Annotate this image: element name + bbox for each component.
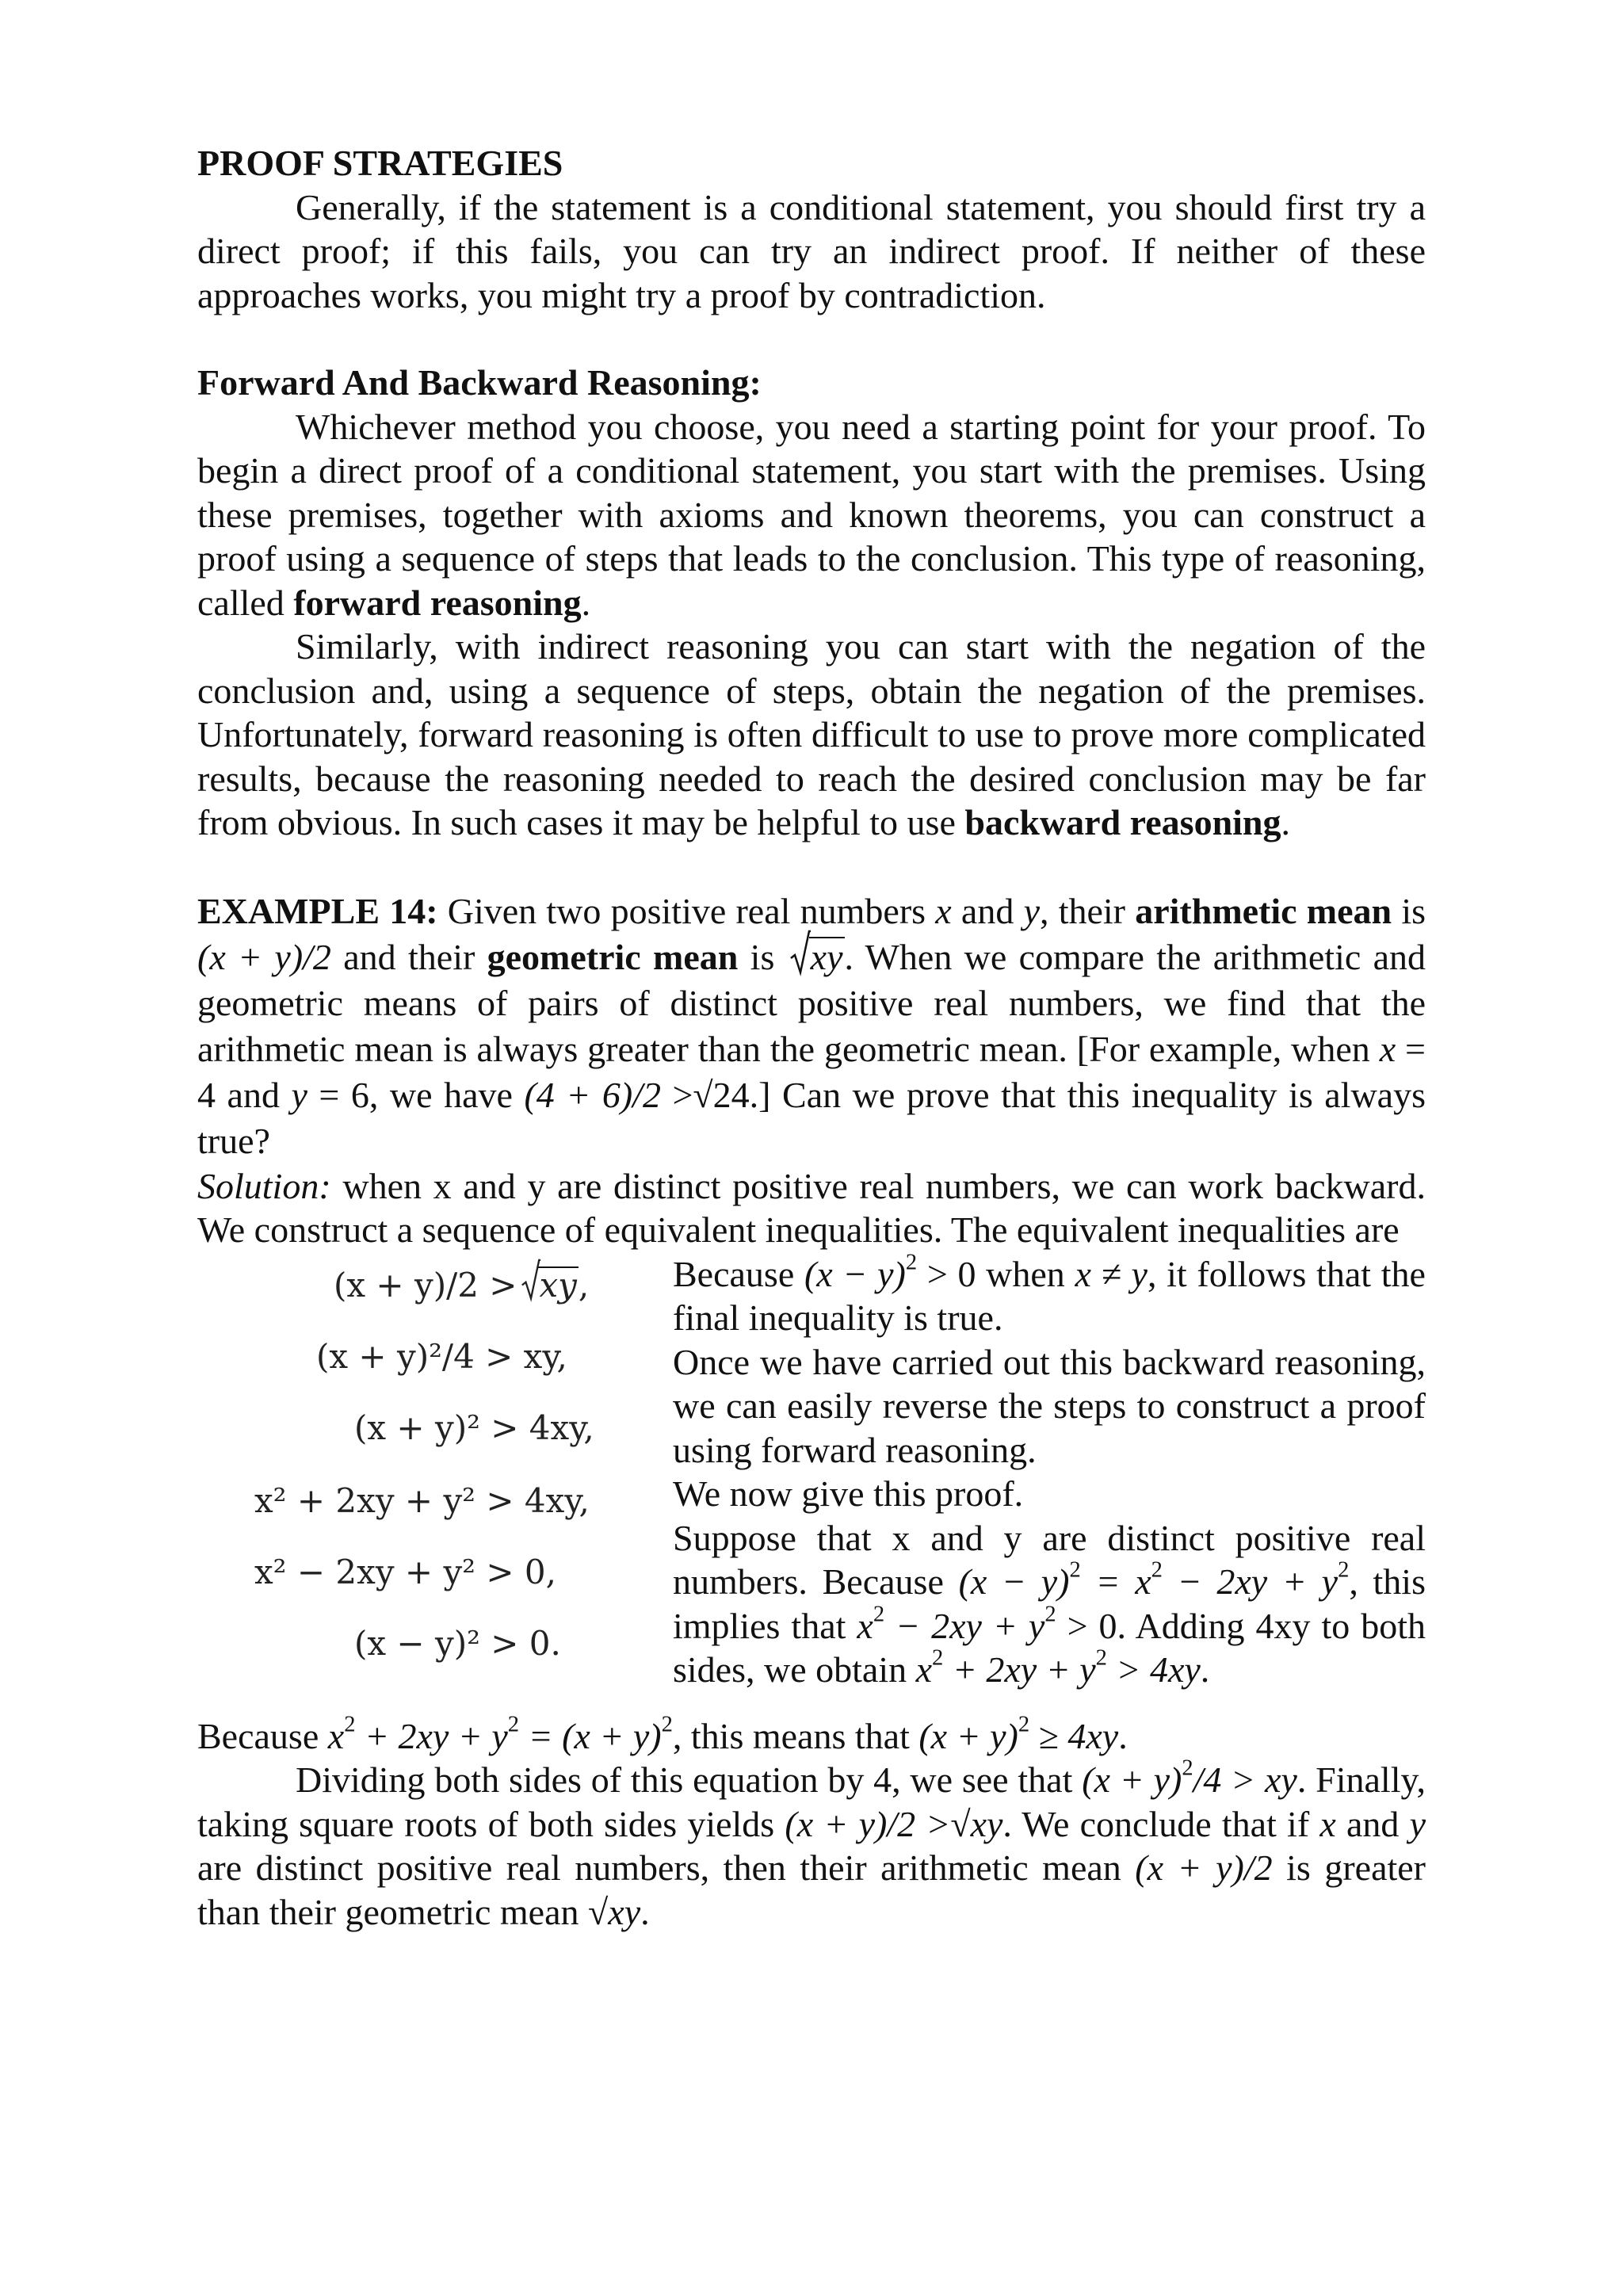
intro-paragraph: Generally, if the statement is a conditional statement, you should first try a direct proof; if this fails, you can try an indirect proof. If neither of these approaches works, you might try a proof by contradiction. xyxy=(197,186,1426,315)
sqrt-xy xyxy=(790,934,845,980)
subheading: Forward And Backward Reasoning: xyxy=(197,362,762,403)
text: > 0 when xyxy=(917,1253,1075,1294)
expression: (x + y) xyxy=(1082,1759,1182,1800)
expression: > 4xy xyxy=(1106,1649,1201,1690)
var-y: y xyxy=(1409,1803,1426,1844)
inequality-2: (x + y)²/4 > xy, xyxy=(316,1336,567,1376)
solution-paragraph xyxy=(197,1164,1426,1252)
inequality-text: (x + y)/2 > xyxy=(334,1265,517,1305)
bold-term-backward-reasoning: backward reasoning xyxy=(964,802,1281,842)
inequality-3: (x + y)² > 4xy, xyxy=(354,1408,594,1447)
text: , this implies that xyxy=(673,1561,1426,1646)
backward-reasoning-paragraph xyxy=(197,625,1426,845)
text: and xyxy=(1335,1803,1410,1844)
example-label: EXAMPLE 14: xyxy=(197,890,438,931)
text: . xyxy=(640,1891,650,1932)
example-text: and their xyxy=(330,936,487,977)
example-text: >√24.] Can we prove that this inequality is always true? xyxy=(197,1074,1426,1161)
punctuation: . xyxy=(1281,802,1291,842)
sqrt-xy xyxy=(521,1263,579,1308)
explanation-column xyxy=(673,1252,1426,1692)
example-text: is xyxy=(1392,890,1426,931)
conclusion-paragraph-1: Because $x^2 + 2xy + y^2 = (x + y)^2$, this means that $(x + y)^2 \ge 4xy$. xyxy=(197,1712,1128,1756)
inequality-6: (x − y)² > 0. xyxy=(354,1623,561,1663)
var-x: x xyxy=(1319,1803,1336,1844)
text: Because xyxy=(197,1715,328,1756)
equations-and-explanation xyxy=(197,1252,1426,1692)
expression: (x − y) xyxy=(804,1253,906,1294)
text: Dividing both sides of this equation by 4, we see that xyxy=(296,1759,1083,1800)
example-14-paragraph xyxy=(197,888,1426,1164)
explanation-paragraph: We now give this proof. xyxy=(673,1473,1024,1514)
conclusion-paragraph-2: Dividing both sides of this equation by 4, we see that $(x + y)^2/4$ > xy. Finally, taking square roots of both sides yields (x + y)/2 >√xy. We conclude that if x and y are distinct positive real numbers, then their arithmetic mean (x + y)/2 is greater than their geometric mean √xy. xyxy=(197,1755,1426,1932)
paragraph-text: Whichever method you choose, you need a starting point for your proof. To begin a direct proof of a conditional statement, you start with the premises. Using these premises, together with axioms and known theorems, you can construct a proof using a sequence of steps that leads to the conclusion. This type of reasoning, called xyxy=(197,406,1426,623)
solution-text: when x and y are distinct positive real numbers, we can work backward. We construct a sequence of equivalent inequalities. The equivalent inequalities are xyxy=(197,1165,1426,1250)
spacer xyxy=(197,845,1426,888)
example-text: , their xyxy=(1039,890,1136,931)
example-text: = 4 and xyxy=(197,1028,1426,1115)
spacer xyxy=(197,317,1426,361)
example-text: is xyxy=(738,936,787,977)
expression: (x + y)/2 >√xy xyxy=(785,1803,1003,1844)
expression: (x + y) xyxy=(918,1715,1018,1756)
expression: − 2xy + y xyxy=(1162,1561,1338,1602)
radicand: xy xyxy=(539,1265,577,1305)
expression: − 2xy + y xyxy=(884,1605,1045,1646)
expression: + 2xy + y xyxy=(943,1649,1096,1690)
text: is greater than their geometric mean xyxy=(197,1847,1426,1932)
expression: x xyxy=(327,1715,345,1756)
term-arithmetic-mean: arithmetic mean xyxy=(1135,890,1392,931)
inequality-1 xyxy=(334,1263,589,1308)
document-content xyxy=(197,141,1426,1934)
forward-reasoning-paragraph xyxy=(197,405,1426,625)
text: Suppose that x and y are distinct positive real numbers. Because xyxy=(673,1517,1426,1602)
text: > 0. Adding 4xy to both sides, we obtain xyxy=(673,1605,1426,1690)
expression: + 2xy + y xyxy=(355,1715,508,1756)
explanation-paragraph: Because $(x - y)^2 > 0$ when x ≠ y, it follows that the final inequality is true. xyxy=(673,1250,1426,1338)
var-x: x xyxy=(935,890,952,931)
example-text: and xyxy=(951,890,1024,931)
term-geometric-mean: geometric mean xyxy=(487,936,739,977)
example-expression: (4 + 6)/2 xyxy=(524,1074,661,1115)
paragraph-text: Similarly, with indirect reasoning you can start with the negation of the conclusion and, using a sequence of steps, obtain the negation of the premises. Unfortunately, forward reasoning is often difficult to use to prove more complicated results, because the reasoning needed to reach the desired conclusion may be far from obvious. In such cases it may be helpful to use xyxy=(197,626,1426,842)
inequality-4: x² + 2xy + y² > 4xy, xyxy=(254,1480,590,1520)
expression: /4 > xy xyxy=(1193,1759,1297,1800)
expression: x ≠ y xyxy=(1075,1253,1148,1294)
inequality-5: x² − 2xy + y² > 0, xyxy=(254,1552,556,1591)
explanation-paragraph: Once we have carried out this backward reasoning, we can easily reverse the steps to construct a proof using forward reasoning. xyxy=(673,1341,1426,1470)
text: , this means that xyxy=(672,1715,919,1756)
expression: ≥ 4xy xyxy=(1029,1715,1119,1756)
expression: x xyxy=(857,1605,873,1646)
spacer xyxy=(197,1692,1426,1714)
bold-term-forward-reasoning: forward reasoning xyxy=(293,582,582,623)
text: Because xyxy=(673,1253,804,1294)
expression: (x − y) xyxy=(958,1561,1070,1602)
var-y: y xyxy=(291,1074,307,1115)
text: , it follows that the final inequality is true. xyxy=(673,1253,1426,1338)
expression: (x + y)/2 xyxy=(1135,1847,1273,1888)
am-expression: (x + y)/2 xyxy=(197,936,331,977)
expression: = (x + y) xyxy=(519,1715,662,1756)
text: . xyxy=(1200,1649,1210,1690)
var-y: y xyxy=(1023,890,1040,931)
radical-sign-icon xyxy=(790,930,811,976)
text: are distinct positive real numbers, then their arithmetic mean xyxy=(197,1847,1136,1888)
example-text: = 6, we have xyxy=(307,1074,525,1115)
radicand: xy xyxy=(810,936,843,977)
expression: x xyxy=(915,1649,933,1690)
expression: √xy xyxy=(588,1891,641,1932)
inequality-text: , xyxy=(578,1265,590,1305)
text: . xyxy=(1118,1715,1128,1756)
punctuation: . xyxy=(581,582,591,623)
solution-label: Solution: xyxy=(197,1165,331,1206)
radical-sign-icon xyxy=(521,1259,541,1301)
example-text: . When we compare the arithmetic and geometric means of pairs of distinct positive real numbers, we find that the arithmetic mean is always greater than the geometric mean. [For example, when xyxy=(197,936,1426,1069)
var-x: x xyxy=(1379,1028,1396,1069)
text: . We conclude that if xyxy=(1002,1803,1320,1844)
example-text: Given two positive real numbers xyxy=(437,890,936,931)
expression: = x xyxy=(1080,1561,1151,1602)
section-heading: PROOF STRATEGIES xyxy=(197,143,563,183)
text: . Finally, taking square roots of both sides yields xyxy=(197,1759,1426,1844)
explanation-paragraph: Suppose that x and y are distinct positive real numbers. Because $(x - y)^2 = x^2 - 2xy + y^2$, this implies that $x^2 - 2xy + y^2 > 0$. Adding 4xy to both sides, we obtain $x^2 + 2xy + y^2 > 4xy$. xyxy=(673,1517,1426,1690)
inequality-chain xyxy=(197,1252,673,1692)
